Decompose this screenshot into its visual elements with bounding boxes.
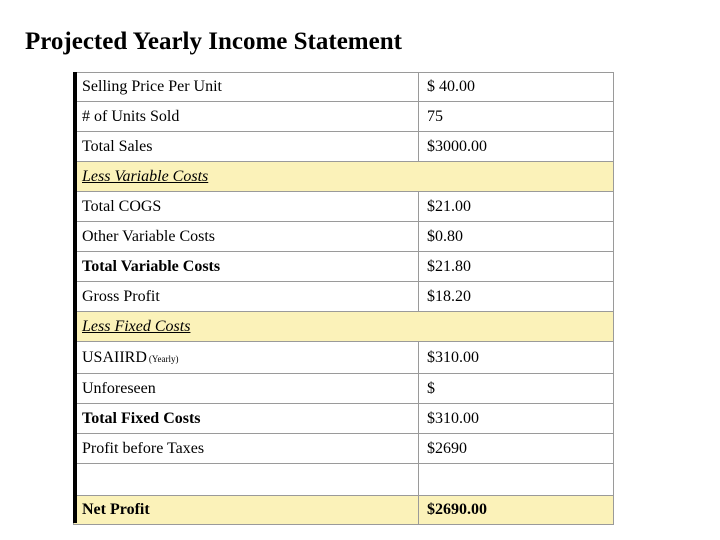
row-value: $18.20 — [419, 282, 614, 312]
page-title: Projected Yearly Income Statement — [25, 28, 402, 55]
table-row-net-profit — [74, 496, 614, 525]
table-row — [74, 102, 614, 132]
row-value: $3000.00 — [419, 132, 614, 162]
row-value: $2690 — [419, 434, 614, 464]
row-label: Total Variable Costs — [74, 252, 419, 282]
row-value: $310.00 — [419, 404, 614, 434]
table-row — [74, 404, 614, 434]
row-label: USAIIRD — [82, 348, 147, 366]
table-row — [74, 374, 614, 404]
row-label: # of Units Sold — [74, 102, 419, 132]
row-value: $21.00 — [419, 192, 614, 222]
row-label: Gross Profit — [74, 282, 419, 312]
row-value: $ 40.00 — [419, 73, 614, 102]
section-label: Less Variable Costs — [74, 162, 614, 192]
row-value: 75 — [419, 102, 614, 132]
row-value: $ — [419, 374, 614, 404]
row-label: Total Sales — [74, 132, 419, 162]
row-label-cell — [74, 342, 419, 374]
row-value: $0.80 — [419, 222, 614, 252]
table-row — [74, 132, 614, 162]
table-row — [74, 252, 614, 282]
row-label — [74, 464, 419, 496]
table-row — [74, 282, 614, 312]
row-label: Other Variable Costs — [74, 222, 419, 252]
table-row — [74, 192, 614, 222]
row-note: (Yearly) — [148, 353, 179, 364]
row-label: Unforeseen — [74, 374, 419, 404]
table-row — [74, 73, 614, 102]
section-header-variable-costs — [74, 162, 614, 192]
row-value: $2690.00 — [419, 496, 614, 525]
table-row — [74, 222, 614, 252]
table-row-empty — [74, 464, 614, 496]
row-label: Net Profit — [74, 496, 419, 525]
row-value — [419, 464, 614, 496]
table-left-border — [73, 72, 77, 523]
section-label: Less Fixed Costs — [74, 312, 614, 342]
income-statement-table — [73, 72, 614, 525]
row-value: $21.80 — [419, 252, 614, 282]
row-label: Selling Price Per Unit — [74, 73, 419, 102]
table-row — [74, 434, 614, 464]
row-label: Total COGS — [74, 192, 419, 222]
row-label: Profit before Taxes — [74, 434, 419, 464]
row-label: Total Fixed Costs — [74, 404, 419, 434]
table-row — [74, 342, 614, 374]
row-value: $310.00 — [419, 342, 614, 374]
section-header-fixed-costs — [74, 312, 614, 342]
